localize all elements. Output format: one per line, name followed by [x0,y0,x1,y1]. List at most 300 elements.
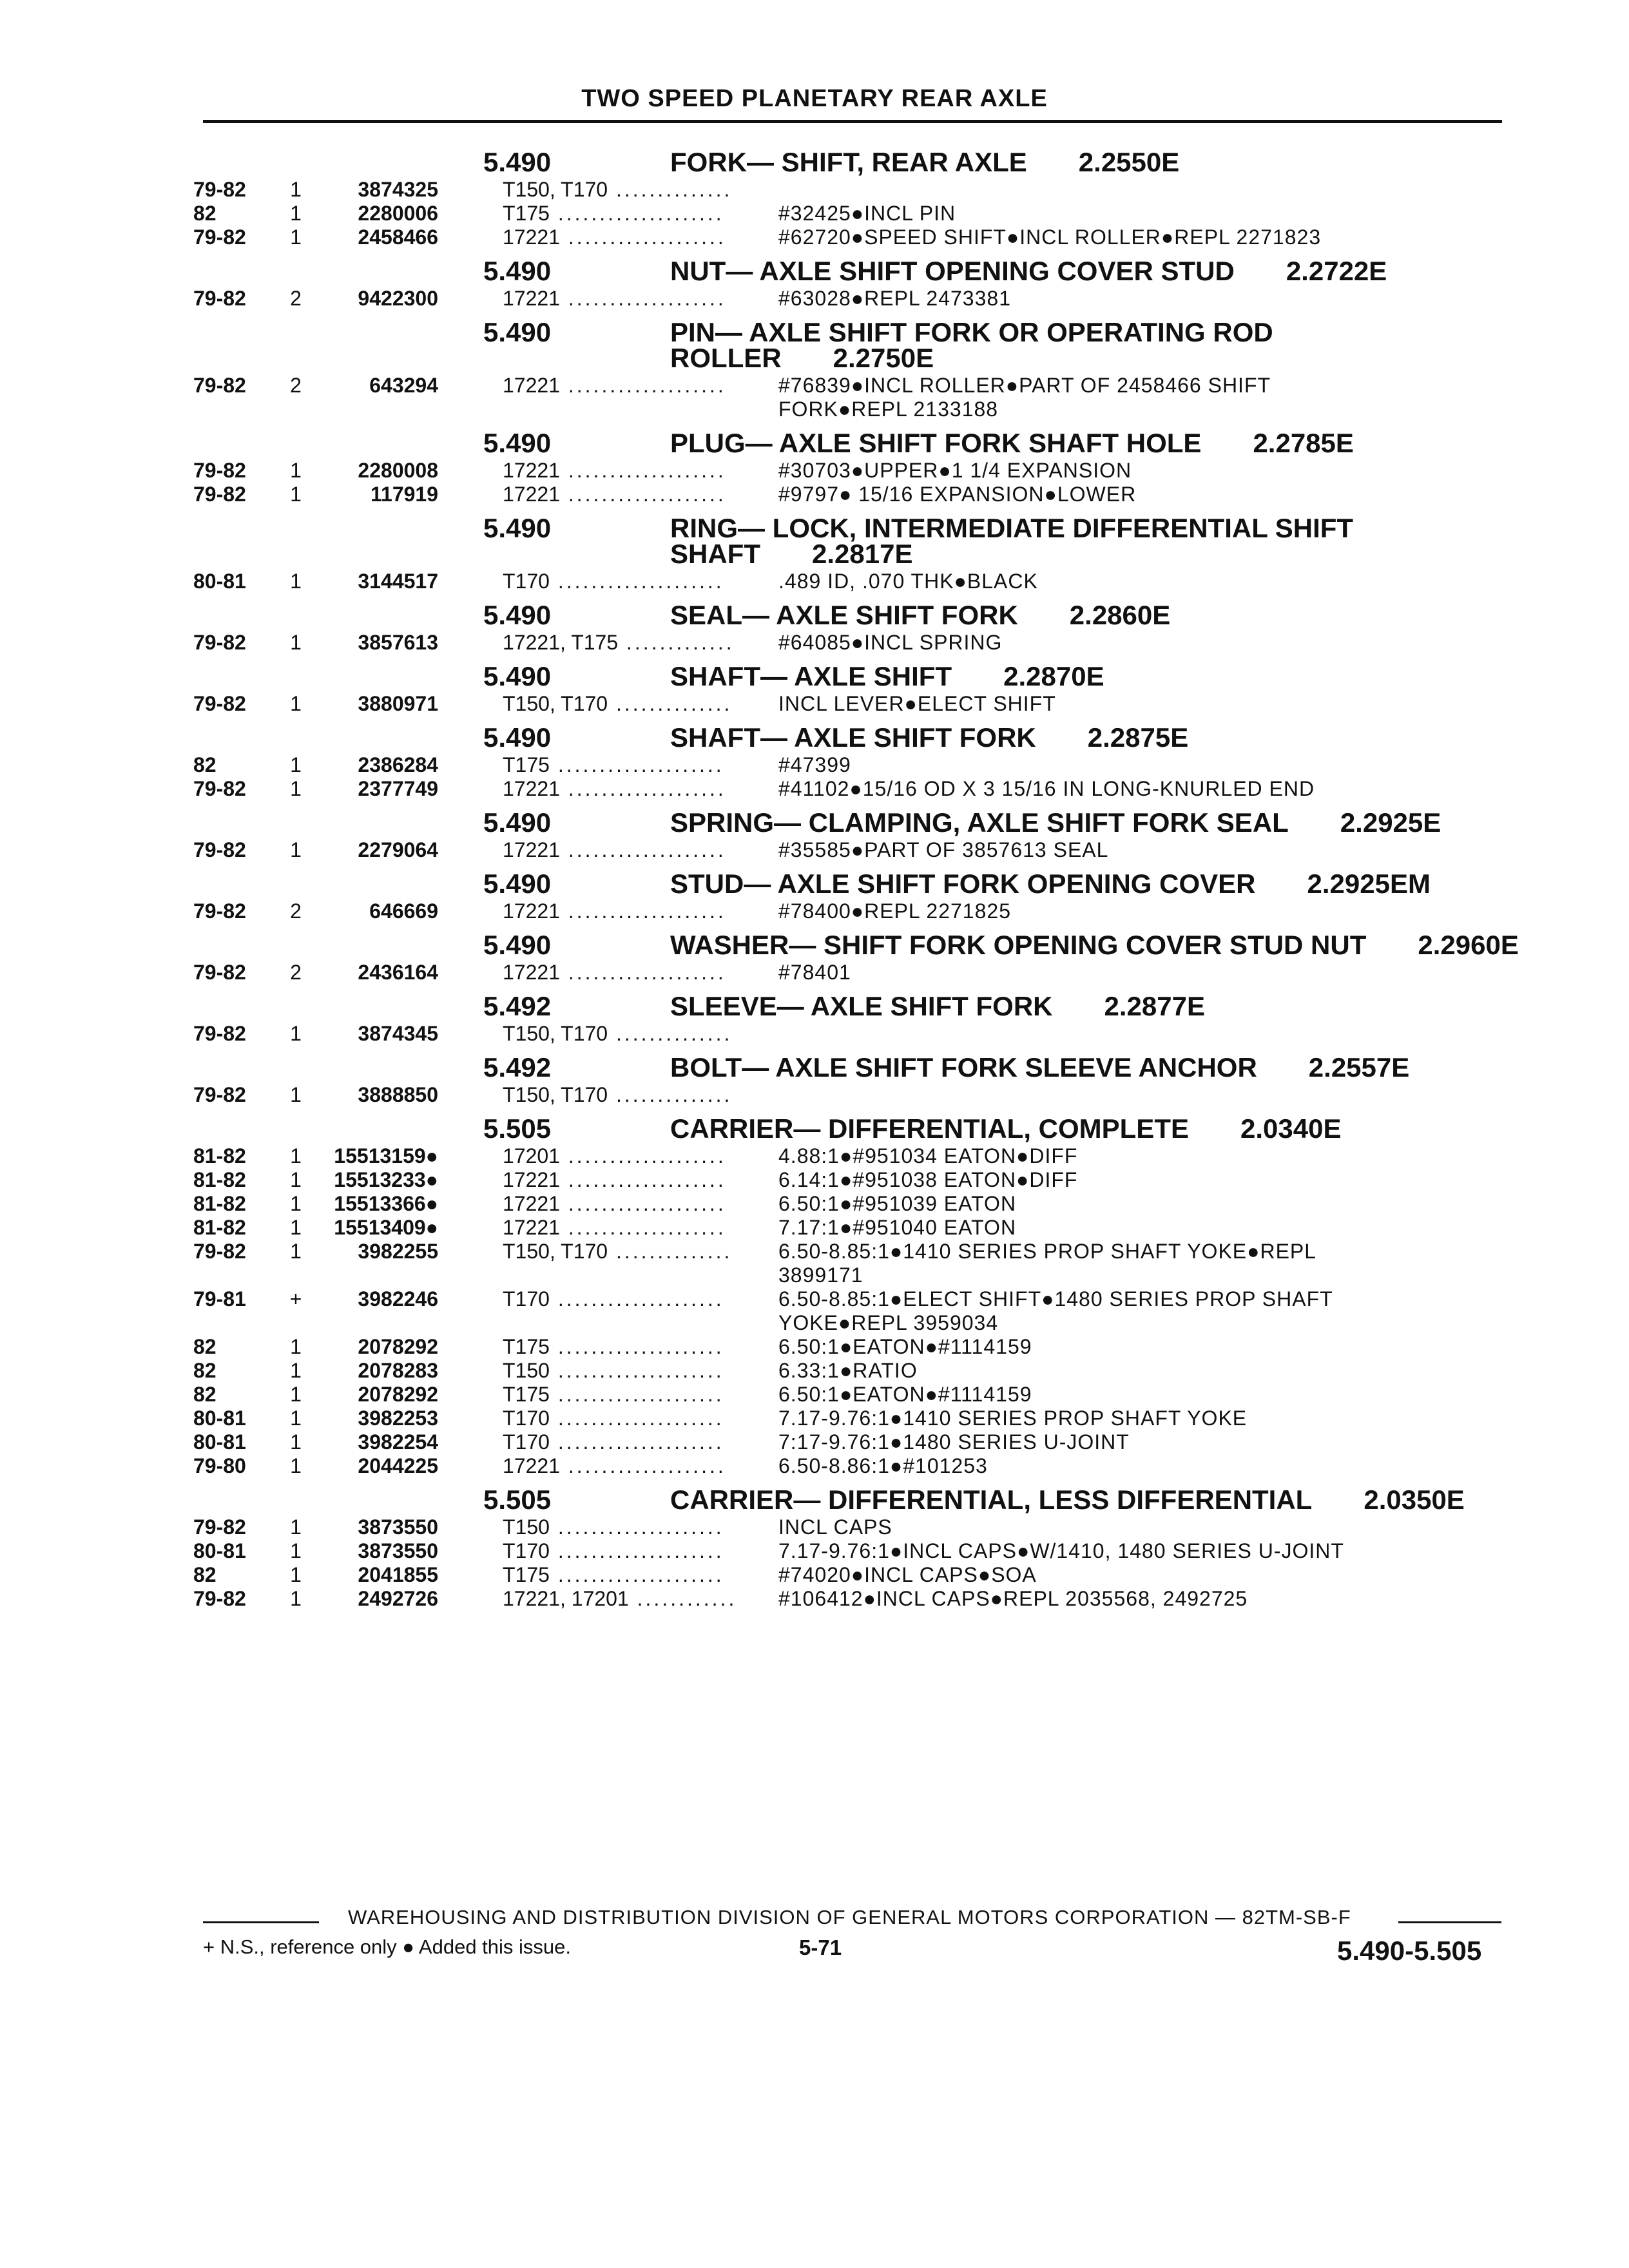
part-description: 6.50:1●EATON●#1114159 [778,1383,1032,1406]
model-year: 79-82 [193,838,246,861]
part-number: 3982254 [358,1430,438,1454]
part-row [193,692,1521,716]
model-year: 80-81 [193,1539,246,1562]
quantity: 1 [290,1407,302,1430]
part-row [193,1430,1521,1454]
section-code: 2.2925E [1340,807,1441,838]
part-number: 2280006 [358,202,438,225]
quantity: 1 [290,1192,302,1215]
part-row [193,483,1521,506]
model-year: 79-82 [193,483,246,506]
model-code-text: T150, T170 [503,1083,608,1106]
part-number: 3873550 [358,1539,438,1562]
part-description: 6.14:1●#951038 EATON●DIFF [778,1168,1078,1191]
model-code [443,1587,778,1611]
model-code [443,777,778,801]
section-number: 5.490 [483,869,552,899]
model-code [443,1515,778,1539]
model-code [443,692,778,716]
section-number: 5.490 [483,317,552,347]
model-code-text: 17221 [503,1168,560,1191]
part-number: 3982253 [358,1407,438,1430]
quantity: 1 [290,1216,302,1239]
leader-dots: .................... [549,1539,724,1562]
quantity: + [289,1287,302,1311]
part-row [193,178,1521,202]
quantity: 1 [290,1515,302,1539]
part-number: 15513233● [334,1168,438,1191]
part-section [193,867,1521,923]
part-description: #64085●INCL SPRING [778,631,1003,654]
model-year: 81-82 [193,1168,246,1191]
quantity: 1 [290,178,302,201]
section-title: SHAFT— AXLE SHIFT FORK [670,722,1036,753]
footer-legend: + N.S., reference only ● Added this issue. [203,1936,572,1958]
section-code: 2.2925EM [1307,869,1431,899]
part-number: 3874325 [358,178,438,201]
part-row [193,287,1521,311]
model-code-text: 17221 [503,1192,560,1215]
part-description: 6.50:1●#951039 EATON [778,1192,1017,1215]
part-number: 15513366● [334,1192,438,1215]
section-title: FORK— SHIFT, REAR AXLE [670,147,1027,177]
section-title: CARRIER— DIFFERENTIAL, COMPLETE [670,1113,1189,1144]
model-code [443,1168,778,1192]
quantity: 2 [290,287,302,310]
part-row [193,777,1521,801]
header-rule [203,120,1502,123]
quantity: 1 [290,1430,302,1454]
part-description: 6.50:1●EATON●#1114159 [778,1335,1032,1358]
model-code [443,1022,778,1046]
section-heading [193,806,1521,838]
section-heading [193,867,1521,899]
model-code-text: T150, T170 [503,1240,608,1263]
part-row [193,1240,1521,1287]
part-section [193,599,1521,655]
part-section [193,512,1521,593]
part-number: 15513409● [334,1216,438,1239]
part-number: 3888850 [358,1083,438,1106]
part-description [778,1083,1521,1107]
model-code-text: 17221 [503,226,560,249]
part-description: #9797● 15/16 EXPANSION●LOWER [778,483,1137,506]
part-number: 3144517 [358,570,438,593]
quantity: 1 [290,1144,302,1168]
section-title: RING— LOCK, INTERMEDIATE DIFFERENTIAL SHIFT SHAFT [670,513,1354,569]
part-section [193,1051,1521,1107]
quantity: 1 [290,777,302,800]
section-number: 5.490 [483,256,552,286]
model-code [443,1287,778,1335]
section-number: 5.505 [483,1113,552,1144]
leader-dots: ............. [618,631,735,654]
quantity: 1 [290,1022,302,1045]
section-heading [193,660,1521,692]
model-year: 79-82 [193,287,246,310]
part-row [193,631,1521,655]
quantity: 1 [290,1454,302,1477]
quantity: 1 [290,1587,302,1610]
part-row [193,1515,1521,1539]
part-number: 2078292 [358,1335,438,1358]
part-row [193,899,1521,923]
page-title: TWO SPEED PLANETARY REAR AXLE [581,85,1048,112]
model-code [443,838,778,862]
part-description: #76839●INCL ROLLER●PART OF 2458466 SHIFT FORK●REPL 2133188 [778,374,1271,421]
section-code: 2.2875E [1087,722,1189,753]
part-description [778,178,1521,202]
part-row [193,459,1521,483]
section-number: 5.490 [483,428,552,458]
model-year: 79-82 [193,374,246,397]
model-year: 79-82 [193,1022,246,1045]
part-row [193,753,1521,777]
quantity: 2 [290,961,302,984]
model-year: 79-82 [193,178,246,201]
part-number: 15513159● [334,1144,438,1168]
model-year: 81-82 [193,1216,246,1239]
part-section [193,1483,1521,1611]
leader-dots: .................... [549,1515,724,1539]
part-description: #78400●REPL 2271825 [778,899,1011,923]
part-description: INCL CAPS [778,1515,892,1539]
part-row [193,1287,1521,1335]
part-description: 6.50-8.85:1●ELECT SHIFT●1480 SERIES PROP SHAFT YOKE●REPL 3959034 [778,1287,1333,1334]
model-code-text: 17221 [503,838,560,861]
part-description: #47399 [778,753,851,776]
model-year: 79-82 [193,777,246,800]
part-section [193,928,1521,985]
model-year: 82 [193,1335,217,1358]
part-row [193,1144,1521,1168]
part-row [193,1563,1521,1587]
part-number: 643294 [369,374,438,397]
model-code [443,287,778,311]
section-code: 2.2877E [1104,991,1205,1021]
model-code-text: T150 [503,1359,550,1382]
section-heading [193,255,1521,287]
model-year: 82 [193,1563,217,1586]
section-heading [193,1051,1521,1083]
part-number: 3982246 [358,1287,438,1311]
leader-dots: ................... [559,374,726,397]
model-code-text: T170 [503,1430,550,1454]
part-description: .489 ID, .070 THK●BLACK [778,570,1038,593]
leader-dots: ................... [559,1144,726,1168]
model-code [443,1359,778,1383]
model-year: 79-82 [193,961,246,984]
part-number: 2078283 [358,1359,438,1382]
quantity: 1 [290,1539,302,1562]
section-heading [193,721,1521,753]
model-code-text: T175 [503,1563,550,1586]
leader-dots: ................... [559,483,726,506]
part-row [193,1407,1521,1430]
model-year: 79-82 [193,459,246,482]
model-code [443,631,778,655]
model-code-text: T150, T170 [503,692,608,715]
leader-dots: .............. [608,692,733,715]
model-code [443,483,778,506]
model-year: 79-82 [193,1515,246,1539]
part-description: 7.17:1●#951040 EATON [778,1216,1017,1239]
section-code: 2.2960E [1418,930,1519,960]
leader-dots: .............. [608,1083,733,1106]
part-section [193,316,1521,421]
leader-dots: ................... [559,838,726,861]
section-number: 5.490 [483,722,552,753]
part-description: #74020●INCL CAPS●SOA [778,1563,1037,1586]
section-number: 5.490 [483,807,552,838]
part-description: 4.88:1●#951034 EATON●DIFF [778,1144,1078,1168]
model-code [443,1430,778,1454]
part-row [193,1083,1521,1107]
model-code-text: T170 [503,570,550,593]
part-number: 2280008 [358,459,438,482]
section-heading [193,427,1521,459]
part-row [193,1192,1521,1216]
quantity: 1 [290,570,302,593]
part-section [193,806,1521,862]
model-code [443,1144,778,1168]
part-description: 6.50-8.85:1●1410 SERIES PROP SHAFT YOKE●REPL 3899171 [778,1240,1317,1287]
part-row [193,570,1521,593]
part-description: #35585●PART OF 3857613 SEAL [778,838,1109,861]
part-description: INCL LEVER●ELECT SHIFT [778,692,1056,715]
section-heading [193,512,1521,570]
model-code-text: T170 [503,1407,550,1430]
part-description: #63028●REPL 2473381 [778,287,1011,310]
part-description: #41102●15/16 OD X 3 15/16 IN LONG-KNURLED END [778,777,1315,800]
quantity: 1 [290,1335,302,1358]
model-code [443,226,778,249]
part-row [193,838,1521,862]
leader-dots: .............. [608,1240,733,1263]
leader-dots: ................... [559,459,726,482]
section-code: 2.2750E [833,343,934,373]
part-row [193,374,1521,421]
leader-dots: .................... [549,570,724,593]
model-code-text: 17221 [503,1454,560,1477]
section-number: 5.490 [483,600,552,630]
model-year: 79-82 [193,226,246,249]
model-year: 81-82 [193,1144,246,1168]
quantity: 1 [290,753,302,776]
part-number: 646669 [369,899,438,923]
model-code-text: 17221 [503,459,560,482]
part-number: 2458466 [358,226,438,249]
quantity: 1 [290,459,302,482]
section-title: PIN— AXLE SHIFT FORK OR OPERATING ROD ROLLER [670,317,1273,373]
model-code-text: T170 [503,1287,550,1311]
model-code [443,753,778,777]
model-code [443,374,778,421]
section-heading [193,928,1521,961]
section-title: WASHER— SHIFT FORK OPENING COVER STUD NUT [670,930,1367,960]
quantity: 1 [290,1563,302,1586]
model-year: 79-82 [193,692,246,715]
part-description: 6.33:1●RATIO [778,1359,918,1382]
part-description [778,1022,1521,1046]
leader-dots: .................... [549,753,724,776]
leader-dots: .................... [549,1407,724,1430]
part-number: 2386284 [358,753,438,776]
part-description: 7.17-9.76:1●INCL CAPS●W/1410, 1480 SERIES U-JOINT [778,1539,1344,1562]
quantity: 1 [290,1168,302,1191]
quantity: 1 [290,1359,302,1382]
section-code: 2.0340E [1240,1113,1342,1144]
model-code-text: T150, T170 [503,1022,608,1045]
footer-rule-left [203,1921,319,1923]
section-number: 5.490 [483,930,552,960]
leader-dots: .............. [608,178,733,201]
section-number: 5.492 [483,991,552,1021]
model-code [443,1192,778,1216]
model-year: 81-82 [193,1192,246,1215]
part-description: 7.17-9.76:1●1410 SERIES PROP SHAFT YOKE [778,1407,1248,1430]
quantity: 1 [290,1083,302,1106]
model-code-text: 17221 [503,899,560,923]
section-code: 2.2557E [1308,1052,1410,1082]
leader-dots: ................... [559,899,726,923]
section-number: 5.490 [483,513,552,543]
quantity: 1 [290,838,302,861]
section-heading [193,1483,1521,1515]
part-section [193,427,1521,506]
quantity: 1 [290,1383,302,1406]
model-code-text: T175 [503,202,550,225]
part-row [193,1587,1521,1611]
model-code [443,1335,778,1359]
footer-publisher: WAREHOUSING AND DISTRIBUTION DIVISION OF GENERAL MOTORS CORPORATION — 82TM-SB-F [348,1906,1351,1928]
model-code [443,1454,778,1478]
model-year: 79-82 [193,899,246,923]
section-title: SHAFT— AXLE SHIFT [670,661,952,691]
part-description: 6.50-8.86:1●#101253 [778,1454,988,1477]
section-title: BOLT— AXLE SHIFT FORK SLEEVE ANCHOR [670,1052,1257,1082]
model-code-text: T150 [503,1515,550,1539]
leader-dots: ................... [559,1216,726,1239]
model-code [443,1083,778,1107]
part-number: 2436164 [358,961,438,984]
leader-dots: ................... [559,1454,726,1477]
model-code [443,1407,778,1430]
model-code-text: 17221 [503,961,560,984]
model-code [443,1240,778,1287]
parts-list [193,146,1521,1616]
model-year: 79-82 [193,1083,246,1106]
leader-dots: .................... [549,202,724,225]
leader-dots: ............ [628,1587,737,1610]
section-code: 2.2817E [812,539,913,569]
section-title: SPRING— CLAMPING, AXLE SHIFT FORK SEAL [670,807,1289,838]
model-year: 80-81 [193,1430,246,1454]
part-description: #106412●INCL CAPS●REPL 2035568, 2492725 [778,1587,1248,1610]
part-row [193,226,1521,249]
section-heading [193,316,1521,374]
quantity: 1 [290,483,302,506]
quantity: 1 [290,1240,302,1263]
model-year: 79-82 [193,631,246,654]
model-year: 82 [193,1383,217,1406]
model-code-text: 17221 [503,374,560,397]
model-year: 80-81 [193,570,246,593]
part-number: 3874345 [358,1022,438,1045]
model-code [443,1383,778,1407]
section-code: 2.2785E [1253,428,1354,458]
model-year: 79-81 [193,1287,246,1311]
model-year: 82 [193,202,217,225]
section-heading [193,1112,1521,1144]
section-range: 5.490-5.505 [1337,1936,1482,1966]
part-section [193,1112,1521,1478]
section-code: 2.2722E [1286,256,1387,286]
part-number: 2041855 [358,1563,438,1586]
model-year: 79-80 [193,1454,246,1477]
section-code: 2.0350E [1364,1485,1465,1515]
leader-dots: ................... [559,287,726,310]
part-row [193,202,1521,226]
part-number: 3873550 [358,1515,438,1539]
part-number: 3880971 [358,692,438,715]
part-number: 9422300 [358,287,438,310]
section-title: NUT— AXLE SHIFT OPENING COVER STUD [670,256,1235,286]
model-code [443,459,778,483]
model-code [443,202,778,226]
part-number: 117919 [370,483,438,506]
leader-dots: ................... [559,961,726,984]
part-section [193,660,1521,716]
section-number: 5.492 [483,1052,552,1082]
part-row [193,961,1521,985]
section-number: 5.490 [483,661,552,691]
leader-dots: ................... [559,777,726,800]
model-code [443,899,778,923]
part-row [193,1359,1521,1383]
section-code: 2.2550E [1078,147,1180,177]
model-code-text: T175 [503,753,550,776]
leader-dots: .................... [549,1287,724,1311]
part-row [193,1168,1521,1192]
model-code-text: 17201 [503,1144,560,1168]
part-number: 2078292 [358,1383,438,1406]
part-row [193,1216,1521,1240]
part-number: 3857613 [358,631,438,654]
part-description: 7:17-9.76:1●1480 SERIES U-JOINT [778,1430,1130,1454]
part-number: 2279064 [358,838,438,861]
part-row [193,1539,1521,1563]
model-code [443,1539,778,1563]
model-code-text: T175 [503,1383,550,1406]
model-code-text: 17221 [503,287,560,310]
part-number: 2377749 [358,777,438,800]
model-year: 82 [193,753,217,776]
model-code [443,1216,778,1240]
leader-dots: ................... [559,1192,726,1215]
leader-dots: .................... [549,1383,724,1406]
leader-dots: .............. [608,1022,733,1045]
part-description: #32425●INCL PIN [778,202,956,225]
model-year: 82 [193,1359,217,1382]
page-number: 5-71 [799,1936,842,1959]
part-row [193,1454,1521,1478]
section-title: CARRIER— DIFFERENTIAL, LESS DIFFERENTIAL [670,1485,1313,1515]
quantity: 1 [290,226,302,249]
model-code [443,178,778,202]
part-section [193,255,1521,311]
section-title: PLUG— AXLE SHIFT FORK SHAFT HOLE [670,428,1202,458]
